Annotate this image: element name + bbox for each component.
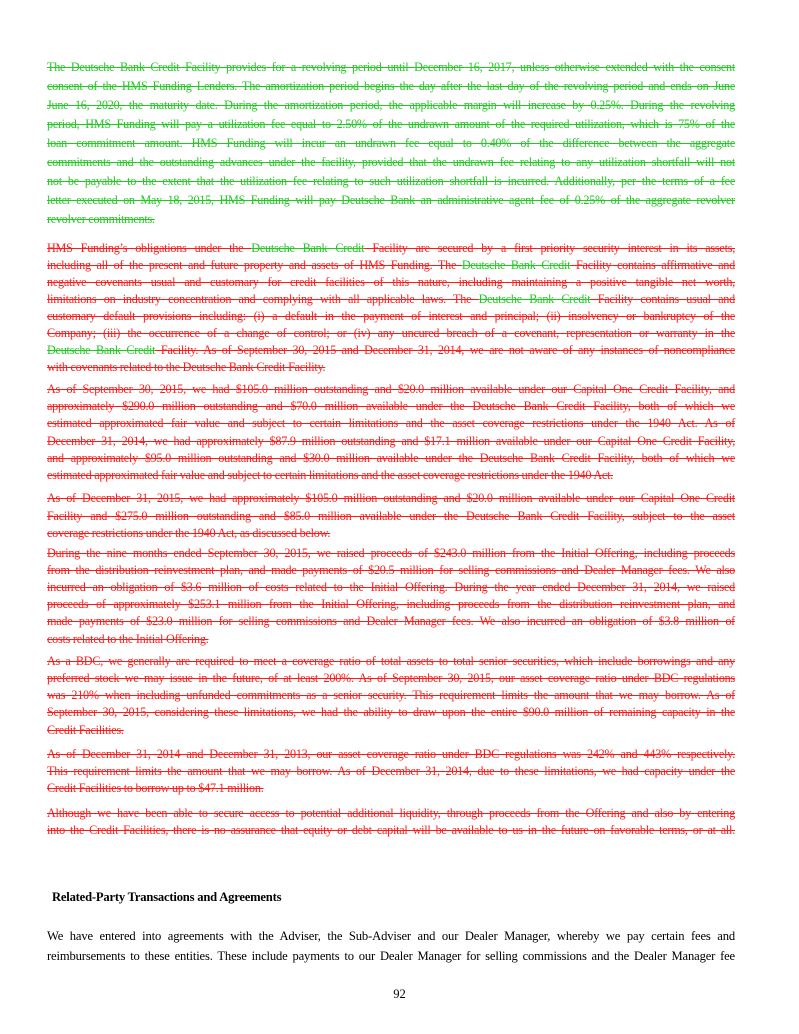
text-line: As of December 31, 2015, we had approximately $105.0 million outstanding and $20.0 million available under our Capital One Credit <box>47 491 735 505</box>
text-run: Facility are secured by a first priority security interest in its assets, <box>364 241 735 255</box>
text-line: As of December 31, 2014 and December 31, 2013, our asset coverage ratio under BDC regulations was 242% and 443% respectively. <box>47 747 735 761</box>
text-line: preferred stock we may issue in the future, of at least 200%. As of September 30, 2015, our asset coverage ratio under BDC regulations <box>47 671 735 685</box>
text-line: with covenants related to the Deutsche Bank Credit Facility. <box>47 360 326 374</box>
text-line: coverage restrictions under the 1940 Act, as discussed below. <box>47 526 331 540</box>
text-line: During the nine months ended September 30, 2015, we raised proceeds of $243.0 million from the Initial Offering, including proceeds <box>47 546 735 560</box>
text-line: not be payable to the extent that the utilization fee relating to such utilization shortfall is incurred. Additionally, per the terms of a fee <box>47 174 735 188</box>
text-line: costs related to the Initial Offering. <box>47 632 209 646</box>
text-line: Company; (iii) the occurrence of a change of control; or (iv) any uncured breach of a covenant, representation or warranty in the <box>47 326 735 340</box>
text-line: estimated approximated fair value and subject to certain limitations and the asset coverage restrictions under the 1940 Act. As of <box>47 416 735 430</box>
text-line <box>47 343 735 357</box>
text-line: negative covenants usual and customary for credit facilities of this nature, including maintaining a positive tangible net worth, <box>47 275 735 289</box>
text-line: The Deutsche Bank Credit Facility provides for a revolving period until December 16, 2017, unless otherwise extended with the consent <box>47 60 735 74</box>
text-line: Although we have been able to secure access to potential additional liquidity, through proceeds from the Offering and also by entering <box>47 806 735 820</box>
text-line: and approximately $95.0 million outstanding and $30.0 million available under the Deutsche Bank Credit Facility, both of which we <box>47 451 735 465</box>
text-line: made payments of $23.0 million for selling commissions and Dealer Manager fees. We also incurred an obligation of $3.8 million of <box>47 614 735 628</box>
text-line: June 16, 2020, the maturity date. During the amortization period, the applicable margin will increase by 0.25%. During the revolving <box>47 98 735 112</box>
text-run: HMS Funding’s obligations under the <box>47 241 252 255</box>
text-line: consent of the HMS Funding Lenders. The amortization period begins the day after the last day of the revolving period and ends on June <box>47 79 735 93</box>
text-line: This requirement limits the amount that we may borrow. As of December 31, 2014, due to these limitations, we had capacity under the <box>47 764 735 778</box>
text-run-green: Deutsche Bank Credit <box>478 292 591 306</box>
text-line: commitments and the outstanding advances under the facility, provided that the undrawn fee relating to any utilization shortfall will not <box>47 155 735 169</box>
text-line: from the distribution reinvestment plan, and made payments of $20.5 million for selling commissions and Dealer Manager fees. We also <box>47 563 735 577</box>
text-line: revolver commitments. <box>47 212 155 226</box>
text-line <box>47 292 735 306</box>
text-line: proceeds of approximately $253.1 million from the Initial Offering, including proceeds from the distribution reinvestment plan, and <box>47 597 735 611</box>
text-run-green: Deutsche Bank Credit <box>251 241 365 255</box>
text-run: including all of the present and future property and assets of HMS Funding. The <box>47 258 462 272</box>
body-text-line: reimbursements to these entities. These include payments to our Dealer Manager for selling commissions and the Dealer Manager fee <box>47 949 735 963</box>
body-text-line: We have entered into agreements with the Adviser, the Sub-Adviser and our Dealer Manager, whereby we pay certain fees and <box>47 929 735 943</box>
text-line <box>47 258 735 272</box>
text-run: Facility contains affirmative and <box>570 258 735 272</box>
text-line: estimated approximated fair value and subject to certain limitations and the asset coverage restrictions under the 1940 Act. <box>47 468 613 482</box>
text-line: As a BDC, we generally are required to meet a coverage ratio of total assets to total senior securities, which include borrowings and any <box>47 654 735 668</box>
text-run: Facility. As of September 30, 2015 and December 31, 2014, we are not aware of any instances of noncompliance <box>155 343 735 357</box>
text-line: September 30, 2015, considering these limitations, we had the ability to draw upon the entire $90.0 million of remaining capacity in the <box>47 705 735 719</box>
text-line: letter executed on May 18, 2015, HMS Funding will pay Deutsche Bank an administrative agent fee of 0.25% of the aggregate revolver <box>47 193 735 207</box>
text-run-green: Deutsche Bank Credit <box>461 258 571 272</box>
text-line: approximately $290.0 million outstanding and $70.0 million available under the Deutsche Bank Credit Facility, both of which we <box>47 399 735 413</box>
text-line: loan commitment amount. HMS Funding will incur an undrawn fee equal to 0.40% of the difference between the aggregate <box>47 136 735 150</box>
text-line: customary default provisions including: (i) a default in the payment of interest and principal; (ii) insolvency or bankruptcy of the <box>47 309 735 323</box>
text-run: Facility contains usual and <box>590 292 735 306</box>
text-line: was 210% when including unfunded commitments as a senior security. This requirement limits the amount that we may borrow. As of <box>47 688 735 702</box>
text-line: into the Credit Facilities, there is no assurance that equity or debt capital will be available to us in the future on favorable terms, or at all. <box>47 823 735 837</box>
page-number: 92 <box>393 987 406 1001</box>
text-run-green: Deutsche Bank Credit <box>47 343 156 357</box>
text-line: As of September 30, 2015, we had $105.0 million outstanding and $20.0 million available under our Capital One Credit Facility, and <box>47 382 735 396</box>
text-line: incurred an obligation of $3.6 million of costs related to the Initial Offering. During the year ended December 31, 2014, we raised <box>47 580 735 594</box>
text-run: limitations on industry concentration and complying with all applicable laws. The <box>47 292 479 306</box>
section-heading: Related-Party Transactions and Agreements <box>52 890 282 904</box>
text-line: Facility and $275.0 million outstanding and $85.0 million available under the Deutsche Bank Credit Facility, subject to the asset <box>47 509 735 523</box>
text-line: Credit Facilities to borrow up to $47.1 million. <box>47 781 264 795</box>
text-line <box>47 241 735 255</box>
text-line: December 31, 2014, we had approximately $87.9 million outstanding and $17.1 million available under our Capital One Credit Facility, <box>47 434 735 448</box>
text-line: period, HMS Funding will pay a utilization fee equal to 2.50% of the undrawn amount of the required utilization, which is 75% of the <box>47 117 735 131</box>
text-line: Credit Facilities. <box>47 723 124 737</box>
